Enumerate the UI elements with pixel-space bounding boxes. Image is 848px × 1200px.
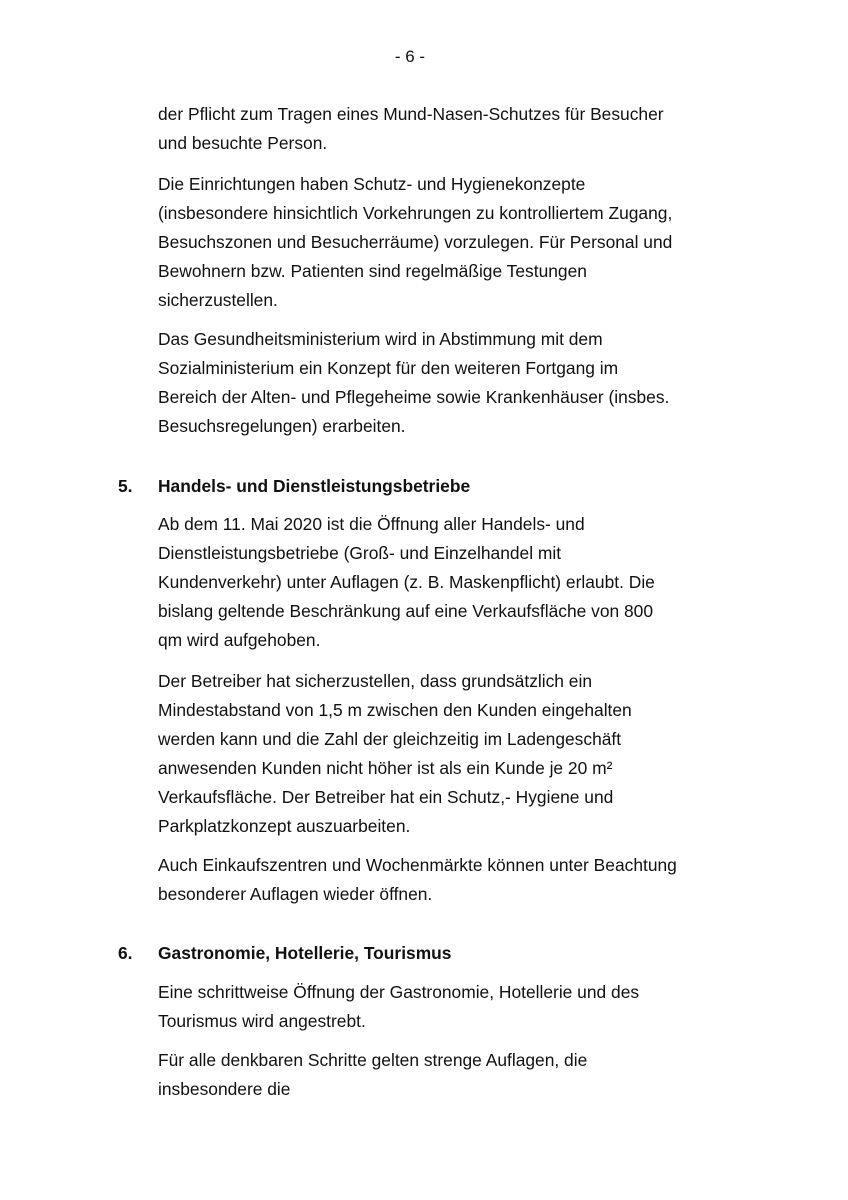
text-line: und besuchte Person. [158, 133, 328, 153]
text-line: Tourismus wird angestrebt. [158, 1011, 366, 1031]
text-line: Besuchszonen und Besucherräume) vorzulegen. Für Personal und [158, 232, 673, 252]
paragraph [158, 667, 632, 841]
text-line: Verkaufsfläche. Der Betreiber hat ein Schutz,- Hygiene und [158, 787, 614, 807]
text-line: insbesondere die [158, 1079, 291, 1099]
text-line: Auch Einkaufszentren und Wochenmärkte können unter Beachtung [158, 855, 677, 875]
text-line: Ab dem 11. Mai 2020 ist die Öffnung aller Handels- und [158, 514, 585, 534]
text-line: (insbesondere hinsichtlich Vorkehrungen zu kontrolliertem Zugang, [158, 203, 673, 223]
text-line: Besuchsregelungen) erarbeiten. [158, 416, 406, 436]
text-line: Bereich der Alten- und Pflegeheime sowie Krankenhäuser (insbes. [158, 387, 670, 407]
text-line: Der Betreiber hat sicherzustellen, dass grundsätzlich ein [158, 671, 593, 691]
text-line: Sozialministerium ein Konzept für den weiteren Fortgang im [158, 358, 619, 378]
section-heading: Gastronomie, Hotellerie, Tourismus [158, 943, 452, 963]
text-line: Bewohnern bzw. Patienten sind regelmäßige Testungen [158, 261, 587, 281]
text-line: Die Einrichtungen haben Schutz- und Hygienekonzepte [158, 174, 586, 194]
text-line: Parkplatzkonzept auszuarbeiten. [158, 816, 411, 836]
page-number: - 6 - [394, 47, 426, 66]
text-line: besonderer Auflagen wieder öffnen. [158, 884, 433, 904]
section-heading: Handels- und Dienstleistungsbetriebe [158, 476, 471, 496]
paragraph [158, 978, 639, 1036]
section-number: 5. [118, 476, 133, 496]
text-line: der Pflicht zum Tragen eines Mund-Nasen-Schutzes für Besucher [158, 104, 664, 124]
text-line: qm wird aufgehoben. [158, 630, 321, 650]
text-line: Eine schrittweise Öffnung der Gastronomie, Hotellerie und des [158, 982, 640, 1002]
section-number: 6. [118, 943, 133, 963]
text-line: bislang geltende Beschränkung auf eine Verkaufsfläche von 800 [158, 601, 654, 621]
paragraph [158, 851, 677, 909]
text-line: Kundenverkehr) unter Auflagen (z. B. Maskenpflicht) erlaubt. Die [158, 572, 655, 592]
text-line: werden kann und die Zahl der gleichzeitig im Ladengeschäft [158, 729, 622, 749]
text-line: Mindestabstand von 1,5 m zwischen den Kunden eingehalten [158, 700, 632, 720]
text-line: Für alle denkbaren Schritte gelten strenge Auflagen, die [158, 1050, 588, 1070]
text-line: Das Gesundheitsministerium wird in Abstimmung mit dem [158, 329, 603, 349]
paragraph [158, 325, 669, 441]
paragraph [158, 510, 655, 655]
text-line: Dienstleistungsbetriebe (Groß- und Einzelhandel mit [158, 543, 562, 563]
paragraph [158, 100, 664, 158]
paragraph [158, 170, 672, 315]
paragraph [158, 1046, 587, 1104]
text-line: sicherzustellen. [158, 290, 278, 310]
text-line: anwesenden Kunden nicht höher ist als ein Kunde je 20 m² [158, 758, 613, 778]
